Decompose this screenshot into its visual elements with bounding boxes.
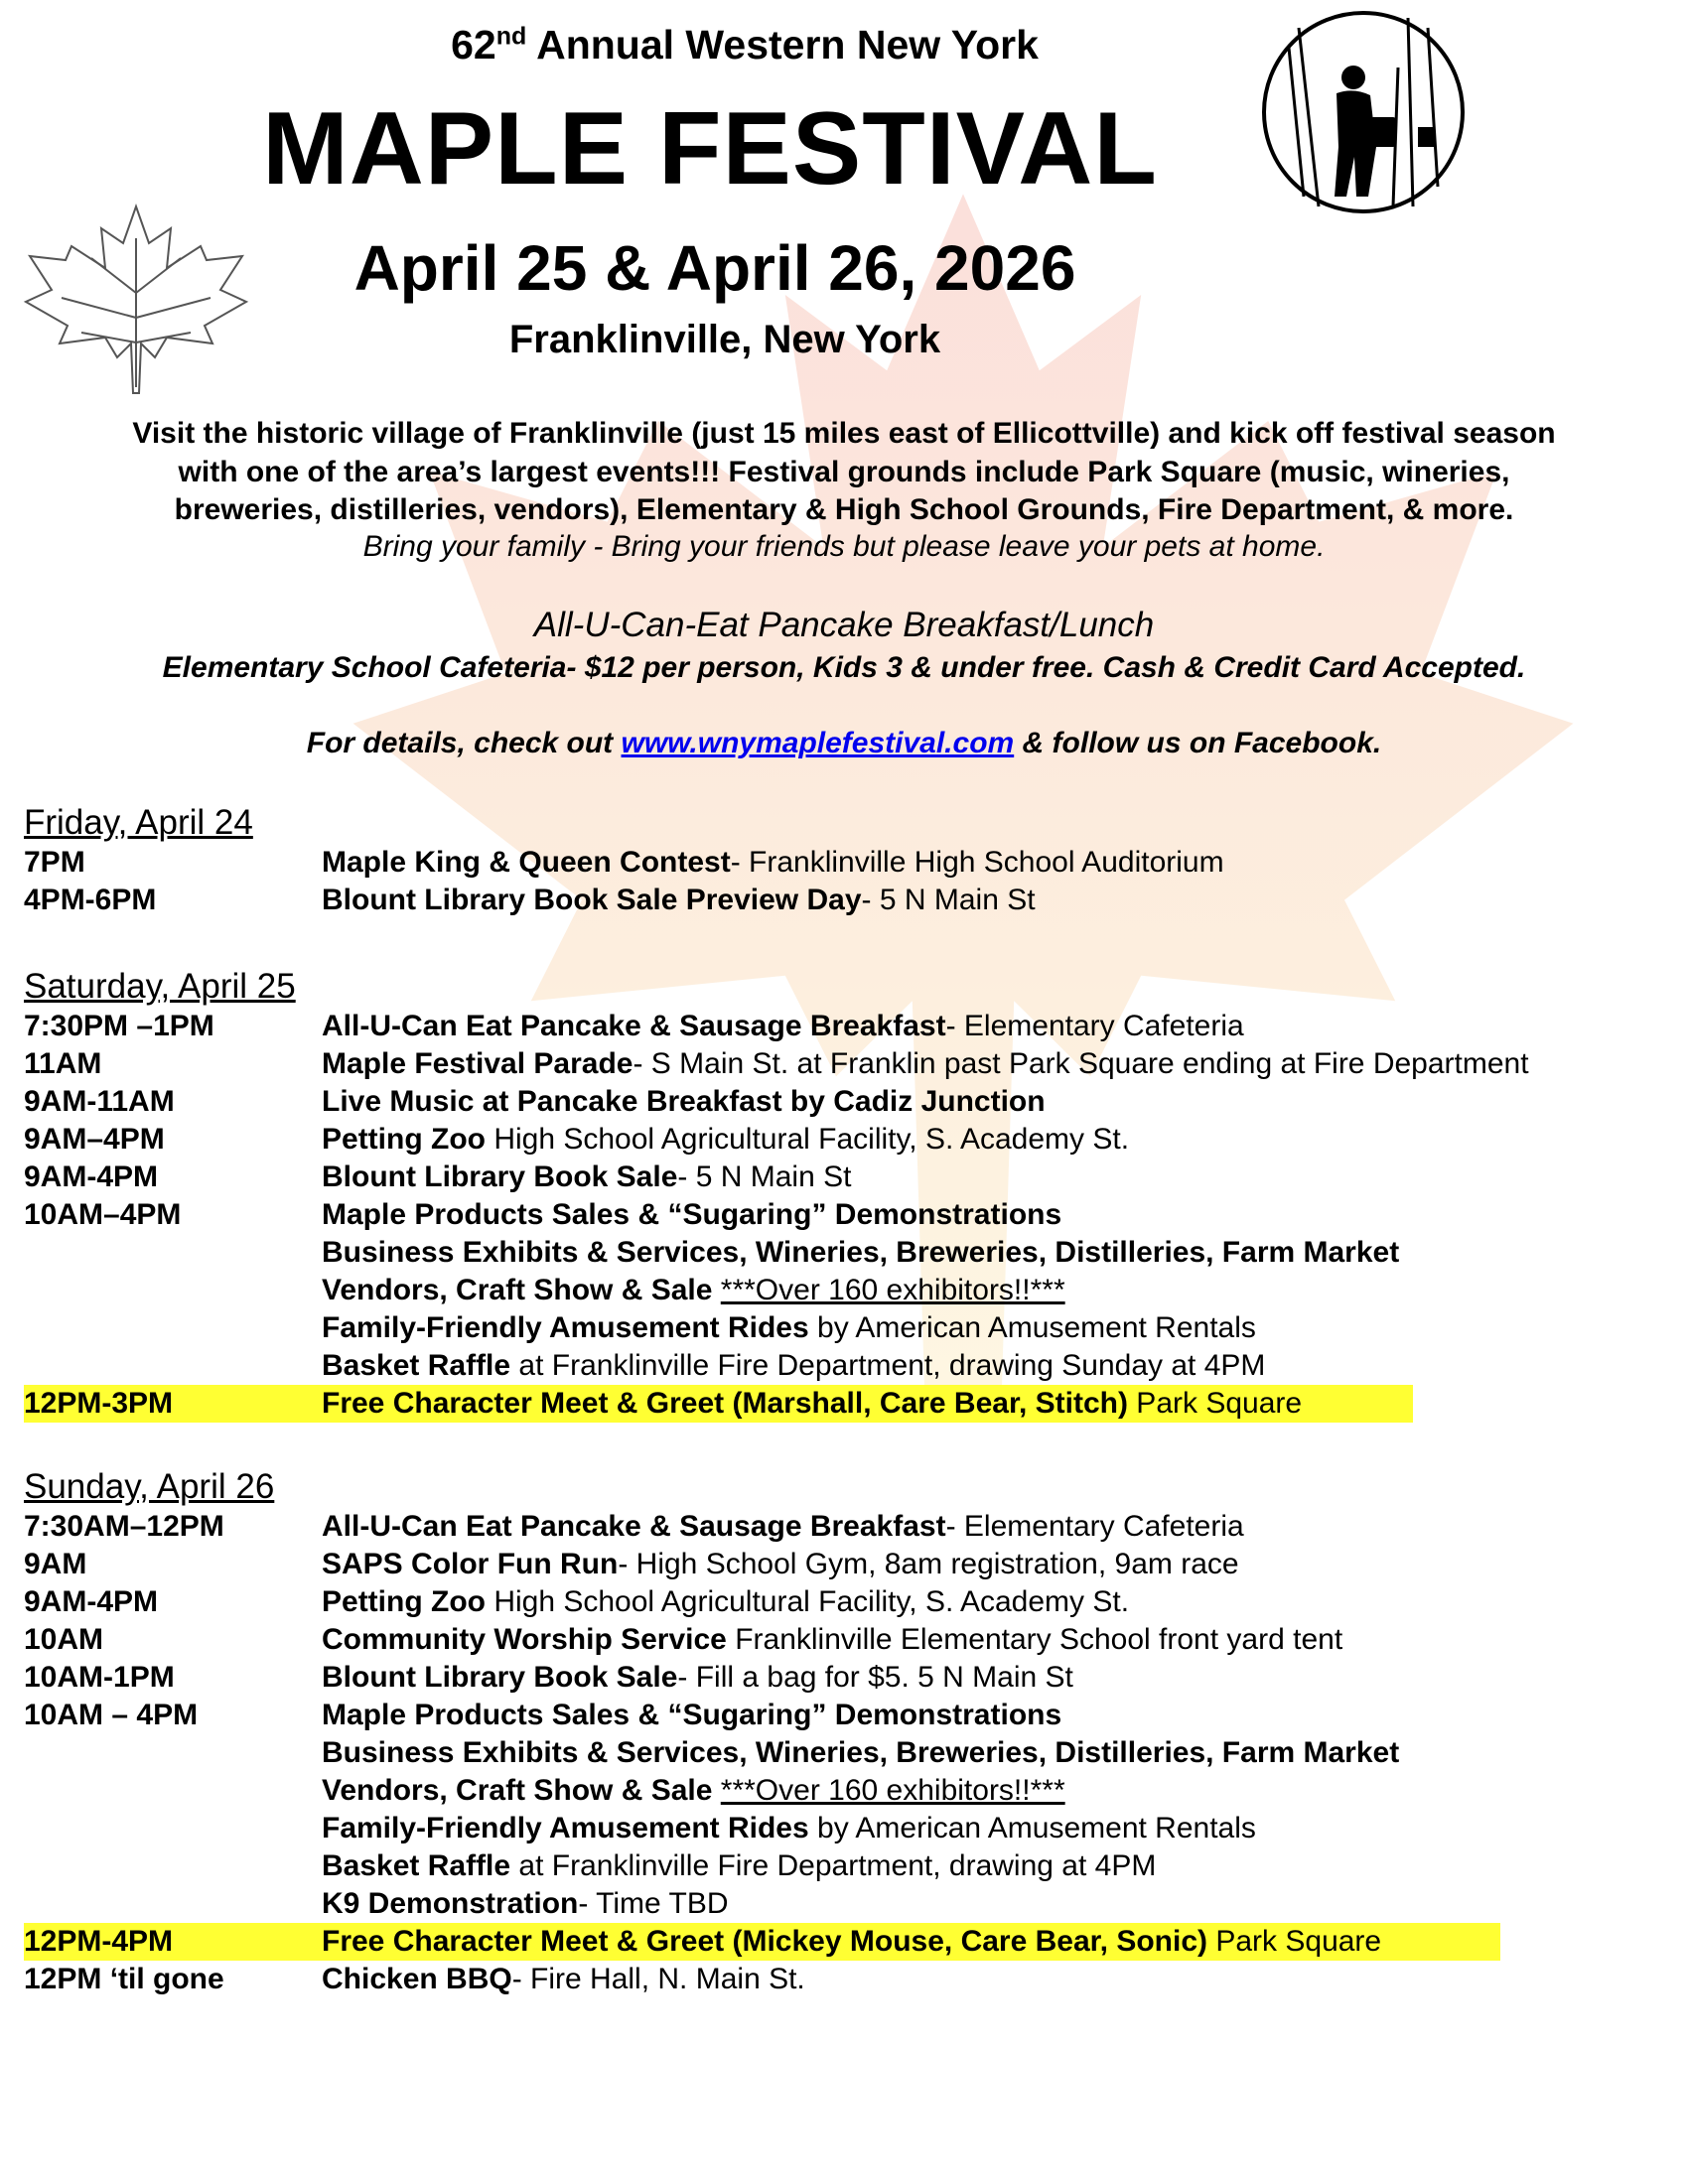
event-description: [322, 1847, 1156, 1885]
event-description: [322, 1008, 1244, 1045]
festival-logo: [1259, 8, 1468, 216]
event-detail: at Franklinville Fire Department, drawing Sunday at 4PM: [510, 1349, 1266, 1382]
event-title: Live Music at Pancake Breakfast by Cadiz Junction: [322, 1085, 1046, 1118]
schedule-row: [24, 1508, 1662, 1546]
event-title: Basket Raffle: [322, 1349, 511, 1382]
schedule-row: [24, 1810, 1662, 1847]
schedule-row: [24, 1272, 1662, 1309]
event-title: Vendors, Craft Show & Sale: [322, 1774, 713, 1807]
event-title: Vendors, Craft Show & Sale: [322, 1274, 713, 1306]
event-title: Petting Zoo: [322, 1585, 486, 1618]
event-detail: - 5 N Main St: [861, 884, 1036, 916]
event-detail: - Time TBD: [578, 1887, 729, 1920]
page-title: MAPLE FESTIVAL: [262, 91, 1158, 206]
schedule-saturday: [24, 966, 1662, 1423]
event-title: Maple Products Sales & “Sugaring” Demonstrations: [322, 1198, 1062, 1231]
intro-line: Visit the historic village of Franklinville (just 15 miles east of Ellicottville) and kick off festival season: [132, 417, 1556, 450]
event-time: 12PM-3PM: [24, 1387, 174, 1420]
intro-line: breweries, distilleries, vendors), Elementary & High School Grounds, Fire Department, & more.: [174, 493, 1514, 526]
schedule-row: [24, 844, 1662, 882]
event-title: Free Character Meet & Greet (Mickey Mouse, Care Bear, Sonic): [322, 1925, 1208, 1958]
event-description: [322, 1196, 1061, 1234]
festival-location: Franklinville, New York: [508, 318, 941, 361]
schedule-row: [24, 1008, 1662, 1045]
intro-line: with one of the area’s largest events!!! Festival grounds include Park Square (music, wineries,: [178, 455, 1510, 488]
website-link[interactable]: www.wnymaplefestival.com: [621, 727, 1015, 759]
event-detail: Park Square: [1207, 1925, 1382, 1958]
event-title: Family-Friendly Amusement Rides: [322, 1812, 809, 1844]
schedule-row: [24, 1885, 1662, 1923]
event-title: Chicken BBQ: [322, 1963, 512, 1995]
event-detail: - Fill a bag for $5. 5 N Main St: [677, 1661, 1073, 1694]
event-title: Blount Library Book Sale Preview Day: [322, 884, 862, 916]
event-title: Business Exhibits & Services, Wineries, Breweries, Distilleries, Farm Market: [322, 1736, 1400, 1769]
event-time: 7PM: [24, 846, 85, 879]
event-time: 9AM-4PM: [24, 1160, 159, 1193]
event-time: 10AM: [24, 1623, 104, 1656]
event-description: [322, 1045, 1529, 1083]
event-description: [322, 882, 1036, 919]
event-description: [322, 1309, 1256, 1347]
event-detail: by American Amusement Rentals: [808, 1812, 1256, 1844]
annual-rest: Annual Western New York: [536, 22, 1039, 68]
event-detail: High School Agricultural Facility, S. Academy St.: [485, 1123, 1130, 1156]
event-description: [322, 1121, 1129, 1159]
event-detail: by American Amusement Rentals: [808, 1311, 1256, 1344]
event-description: [322, 1159, 851, 1196]
event-title: Community Worship Service: [322, 1623, 727, 1656]
event-time: 10AM – 4PM: [24, 1699, 199, 1731]
annual-subtitle: [417, 22, 1072, 68]
event-detail: Park Square: [1127, 1387, 1303, 1420]
breakfast-title: All-U-Can-Eat Pancake Breakfast/Lunch: [533, 606, 1155, 644]
schedule-row: [24, 1234, 1662, 1272]
schedule-row: [24, 1734, 1662, 1772]
event-time: 11AM: [24, 1047, 102, 1080]
festival-dates: April 25 & April 26, 2026: [353, 232, 1076, 304]
event-time: 12PM ‘til gone: [24, 1963, 224, 1995]
intro-pets-note: Bring your family - Bring your friends but please leave your pets at home.: [362, 530, 1326, 563]
schedule-row: [24, 1847, 1662, 1885]
event-title: Maple Products Sales & “Sugaring” Demonstrations: [322, 1699, 1062, 1731]
annual-number: 62: [451, 22, 496, 68]
event-description: [322, 1885, 729, 1923]
annual-suffix: nd: [495, 22, 527, 51]
event-time: 9AM-11AM: [24, 1085, 175, 1118]
event-detail: at Franklinville Fire Department, drawing at 4PM: [510, 1849, 1157, 1882]
schedule-row: [24, 1621, 1662, 1659]
schedule-sunday: [24, 1466, 1662, 1998]
schedule-row: [24, 1121, 1662, 1159]
maple-leaf-icon: [22, 199, 250, 397]
event-time: 4PM-6PM: [24, 884, 157, 916]
event-title: Blount Library Book Sale: [322, 1661, 678, 1694]
event-description: [322, 1697, 1061, 1734]
event-title: All-U-Can Eat Pancake & Sausage Breakfast: [322, 1010, 946, 1042]
schedule-row: [24, 1385, 1413, 1423]
schedule-row: [24, 1772, 1662, 1810]
event-title: All-U-Can Eat Pancake & Sausage Breakfast: [322, 1510, 946, 1543]
exhibitor-count-note: ***Over 160 exhibitors!!***: [720, 1274, 1065, 1306]
event-detail: High School Agricultural Facility, S. Academy St.: [485, 1585, 1130, 1618]
event-description: [322, 844, 1224, 882]
event-title: K9 Demonstration: [322, 1887, 579, 1920]
event-detail: - Fire Hall, N. Main St.: [511, 1963, 805, 1995]
day-heading: Saturday, April 25: [24, 967, 296, 1006]
event-title: Maple Festival Parade: [322, 1047, 633, 1080]
event-description: [322, 1083, 1046, 1121]
event-time: 7:30AM–12PM: [24, 1510, 224, 1543]
event-description: [322, 1810, 1256, 1847]
details-line: [40, 727, 1648, 760]
event-description: [322, 1961, 805, 1998]
schedule-row: [24, 1196, 1662, 1234]
event-detail: - High School Gym, 8am registration, 9am race: [618, 1548, 1239, 1580]
event-description: [322, 1546, 1239, 1583]
schedule-row: [24, 1583, 1662, 1621]
event-description: [322, 1272, 1065, 1309]
event-description: [322, 1621, 1342, 1659]
event-detail: Franklinville Elementary School front yard tent: [726, 1623, 1343, 1656]
event-description: [322, 1659, 1073, 1697]
event-description: [322, 1234, 1399, 1272]
event-detail: - Elementary Cafeteria: [945, 1010, 1244, 1042]
schedule-row: [24, 1159, 1662, 1196]
event-title: Basket Raffle: [322, 1849, 511, 1882]
event-time: 10AM-1PM: [24, 1661, 175, 1694]
details-prefix: For details, check out: [306, 727, 622, 759]
event-description: [322, 1385, 1302, 1423]
schedule-row: [24, 1923, 1500, 1961]
event-description: [322, 1772, 1065, 1810]
event-description: [322, 1583, 1129, 1621]
event-time: 9AM: [24, 1548, 87, 1580]
schedule-row: [24, 1045, 1662, 1083]
event-title: Free Character Meet & Greet (Marshall, Care Bear, Stitch): [322, 1387, 1128, 1420]
details-suffix: & follow us on Facebook.: [1014, 727, 1382, 759]
intro-paragraph: [40, 415, 1648, 530]
event-detail: - 5 N Main St: [677, 1160, 852, 1193]
event-title: Petting Zoo: [322, 1123, 486, 1156]
event-description: [322, 1923, 1381, 1961]
schedule-row: [24, 1961, 1662, 1998]
event-time: 10AM–4PM: [24, 1198, 182, 1231]
event-time: 9AM–4PM: [24, 1123, 165, 1156]
event-detail: - Franklinville High School Auditorium: [730, 846, 1224, 879]
schedule-friday: [24, 802, 1662, 919]
event-detail: [712, 1274, 720, 1306]
event-detail: [712, 1774, 720, 1807]
event-title: Maple King & Queen Contest: [322, 846, 731, 879]
event-time: 7:30PM –1PM: [24, 1010, 214, 1042]
event-time: 9AM-4PM: [24, 1585, 159, 1618]
day-heading: Friday, April 24: [24, 803, 253, 842]
schedule-row: [24, 1697, 1662, 1734]
event-description: [322, 1508, 1244, 1546]
event-time: 12PM-4PM: [24, 1925, 174, 1958]
exhibitor-count-note: ***Over 160 exhibitors!!***: [720, 1774, 1065, 1807]
schedule-row: [24, 1309, 1662, 1347]
schedule-row: [24, 882, 1662, 919]
day-heading: Sunday, April 26: [24, 1467, 275, 1506]
schedule-row: [24, 1546, 1662, 1583]
event-description: [322, 1347, 1265, 1385]
breakfast-details: Elementary School Cafeteria- $12 per person, Kids 3 & under free. Cash & Credit Card Accepted.: [162, 651, 1526, 684]
event-detail: - S Main St. at Franklin past Park Square ending at Fire Department: [633, 1047, 1529, 1080]
event-title: SAPS Color Fun Run: [322, 1548, 619, 1580]
event-detail: - Elementary Cafeteria: [945, 1510, 1244, 1543]
event-title: Business Exhibits & Services, Wineries, Breweries, Distilleries, Farm Market: [322, 1236, 1400, 1269]
schedule-row: [24, 1347, 1662, 1385]
event-description: [322, 1734, 1399, 1772]
schedule-row: [24, 1659, 1662, 1697]
schedule-row: [24, 1083, 1662, 1121]
event-title: Family-Friendly Amusement Rides: [322, 1311, 809, 1344]
event-title: Blount Library Book Sale: [322, 1160, 678, 1193]
